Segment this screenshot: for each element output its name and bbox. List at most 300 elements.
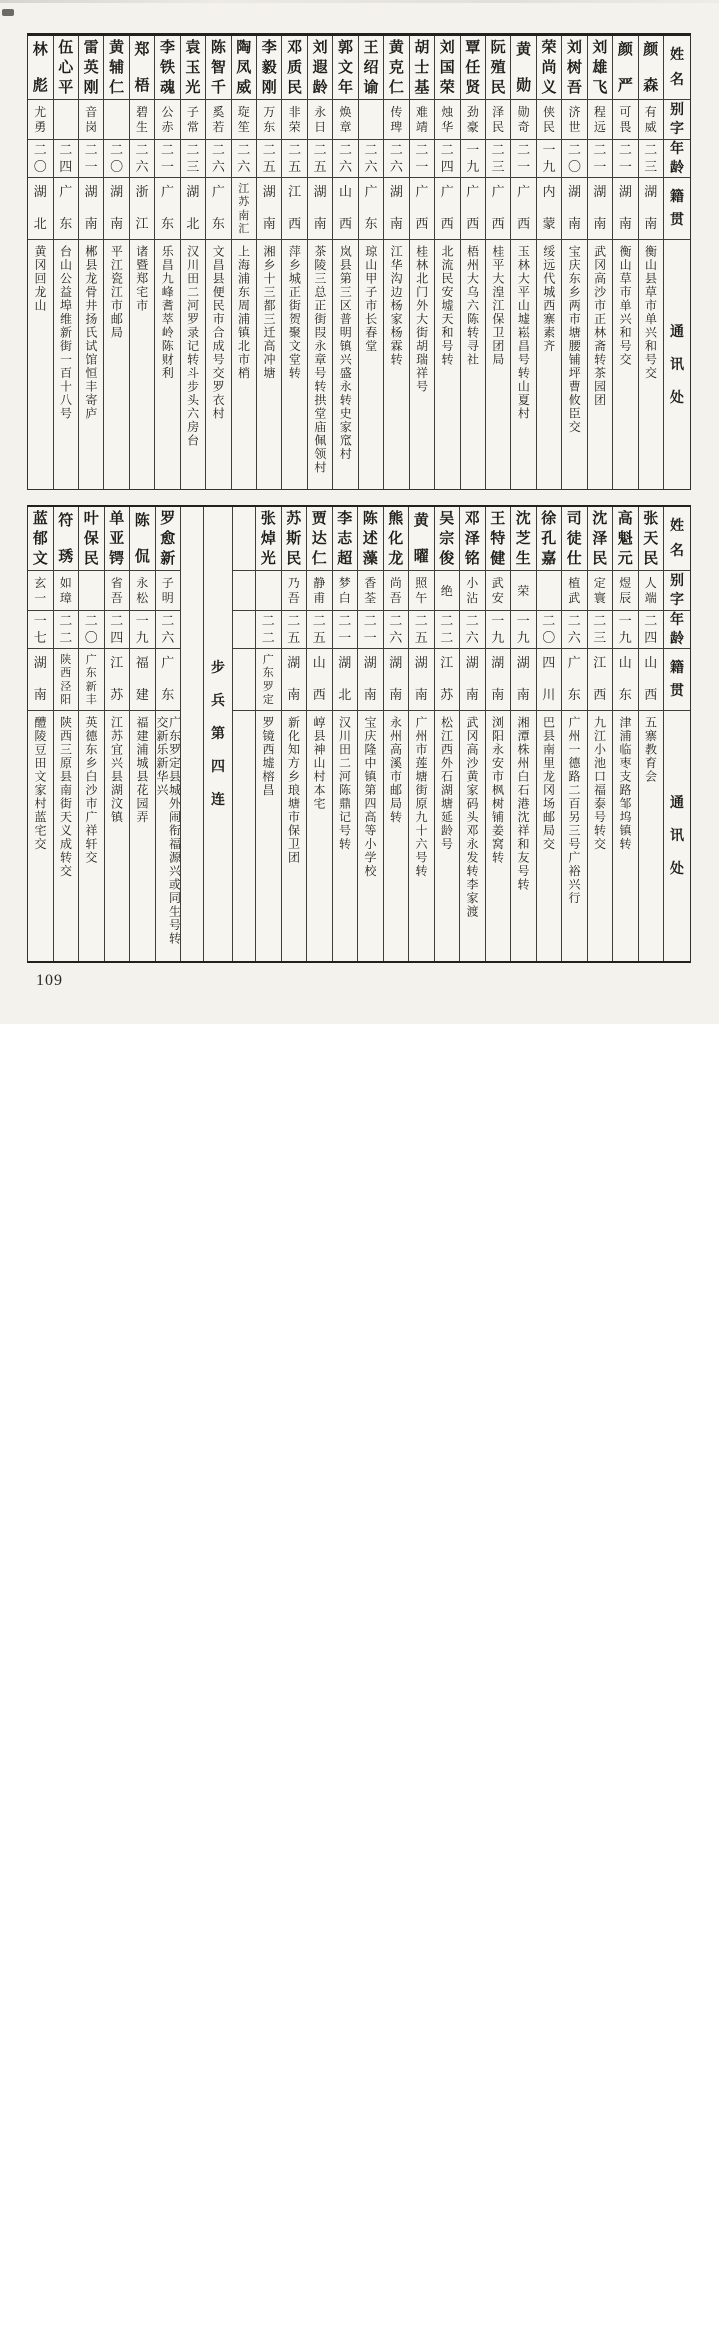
entry-column bbox=[561, 507, 587, 961]
address-text: 新化知方乡琅塘市保卫团 bbox=[286, 716, 301, 865]
origin-cell bbox=[486, 178, 510, 240]
name-text: 陶 凤 威 bbox=[236, 38, 252, 96]
name-text: 吴 宗 俊 bbox=[439, 509, 455, 567]
age-text: 一 九 bbox=[516, 613, 530, 646]
address-cell bbox=[562, 240, 586, 489]
name-text: 张 天 民 bbox=[643, 509, 659, 567]
address-text: 浏阳永安市枫树铺姜窝转 bbox=[490, 716, 505, 865]
address-text: 福建浦城县花园弄 bbox=[134, 716, 149, 824]
name-cell bbox=[562, 36, 586, 100]
age-cell bbox=[358, 611, 383, 649]
courtesy-name-cell bbox=[613, 100, 637, 140]
address-cell bbox=[130, 711, 155, 961]
address-text: 津浦临枣支路邹坞镇转 bbox=[617, 716, 632, 851]
address-cell bbox=[104, 240, 128, 489]
courtesy-name-cell bbox=[435, 100, 459, 140]
age-text: 二 六 bbox=[364, 142, 378, 175]
origin-text: 湖 北 bbox=[338, 656, 352, 703]
origin-text: 山 东 bbox=[618, 656, 632, 703]
courtesy-text: 梦 白 bbox=[338, 576, 351, 605]
courtesy-name-cell bbox=[639, 571, 664, 611]
address-text: 广州市莲塘街原九十六号转 bbox=[413, 716, 428, 878]
name-cell bbox=[410, 36, 434, 100]
address-text: 衡山县草市单兴和号交 bbox=[643, 245, 658, 380]
courtesy-text bbox=[359, 100, 383, 139]
age-cell bbox=[384, 611, 409, 649]
entry-column bbox=[510, 36, 535, 489]
entry-column bbox=[332, 36, 357, 489]
age-text: 二 五 bbox=[313, 142, 327, 175]
name-text: 颜 森 bbox=[643, 40, 659, 94]
age-text: 二 〇 bbox=[542, 613, 556, 646]
age-text: 二 四 bbox=[59, 142, 73, 175]
age-text: 二 六 bbox=[389, 613, 403, 646]
address-cell bbox=[435, 240, 459, 489]
origin-cell bbox=[562, 178, 586, 240]
address-text: 绥远代城西寨素齐 bbox=[541, 245, 556, 353]
age-text: 二 〇 bbox=[110, 142, 124, 175]
age-text: 一 九 bbox=[542, 142, 556, 175]
name-text: 刘 树 吾 bbox=[566, 38, 582, 96]
scan-edge-artifact bbox=[0, 0, 719, 3]
courtesy-text: 万 东 bbox=[263, 105, 276, 134]
name-text: 陈 述 藻 bbox=[362, 509, 378, 567]
courtesy-name-cell bbox=[435, 571, 460, 611]
age-cell bbox=[54, 611, 79, 649]
address-text: 宝庆东乡两市塘腰铺坪曹攸臣交 bbox=[567, 245, 582, 434]
name-text: 司 徒 仕 bbox=[566, 509, 582, 567]
name-cell bbox=[486, 507, 511, 571]
address-text: 平江瓷江市邮局 bbox=[109, 245, 124, 340]
name-cell bbox=[409, 507, 434, 571]
origin-text: 广 东 bbox=[161, 656, 175, 703]
courtesy-text: 乃 吾 bbox=[287, 576, 300, 605]
origin-text: 广 西 bbox=[466, 185, 480, 232]
entry-column bbox=[53, 36, 78, 489]
entry-column bbox=[205, 36, 230, 489]
address-cell bbox=[130, 240, 154, 489]
origin-text: 广 东 bbox=[211, 185, 225, 232]
age-text: 二 一 bbox=[84, 142, 98, 175]
header-address-text: 通 讯 处 bbox=[670, 795, 684, 877]
courtesy-name-cell bbox=[359, 100, 383, 140]
name-cell bbox=[104, 36, 128, 100]
entry-column bbox=[180, 36, 205, 489]
courtesy-name-cell bbox=[562, 571, 587, 611]
origin-text: 湖 南 bbox=[363, 656, 377, 703]
address-cell bbox=[359, 240, 383, 489]
origin-text: 江 苏 bbox=[110, 656, 124, 703]
courtesy-text: 传 琕 bbox=[390, 105, 403, 134]
origin-text: 山 西 bbox=[644, 656, 658, 703]
courtesy-name-cell bbox=[486, 571, 511, 611]
courtesy-text: 可 畏 bbox=[619, 105, 632, 134]
empty-cell bbox=[233, 571, 255, 611]
entry-column bbox=[104, 507, 130, 961]
origin-cell bbox=[359, 178, 383, 240]
origin-cell bbox=[639, 178, 663, 240]
age-text: 二 二 bbox=[261, 613, 275, 646]
name-cell bbox=[156, 507, 181, 571]
address-text: 北流民安墟天和号转 bbox=[440, 245, 455, 367]
origin-cell bbox=[206, 178, 230, 240]
address-text: 江华沟边杨家杨霖转 bbox=[389, 245, 404, 367]
entry-column bbox=[587, 36, 612, 489]
name-cell bbox=[54, 507, 79, 571]
courtesy-text: 公 赤 bbox=[161, 105, 174, 134]
origin-text: 湖 北 bbox=[33, 185, 47, 232]
courtesy-name-cell bbox=[537, 100, 561, 140]
name-cell bbox=[537, 507, 562, 571]
name-text: 刘 遐 龄 bbox=[312, 38, 328, 96]
origin-cell bbox=[588, 649, 613, 711]
address-cell bbox=[257, 240, 281, 489]
header-courtesy-text: 别 字 bbox=[670, 573, 684, 608]
address-text: 桂平大湟江保卫团局 bbox=[490, 245, 505, 367]
courtesy-text: 非 荣 bbox=[288, 105, 301, 134]
origin-cell bbox=[282, 178, 306, 240]
age-text: 二 一 bbox=[618, 142, 632, 175]
origin-text: 广 西 bbox=[415, 185, 429, 232]
origin-cell bbox=[54, 178, 78, 240]
courtesy-name-cell bbox=[409, 571, 434, 611]
courtesy-text: 荣 bbox=[517, 583, 530, 598]
courtesy-name-cell bbox=[562, 100, 586, 140]
courtesy-text: 小 沾 bbox=[466, 576, 479, 605]
age-cell bbox=[333, 611, 358, 649]
name-text: 刘 雄 飞 bbox=[592, 38, 608, 96]
name-text: 袁 玉 光 bbox=[185, 38, 201, 96]
age-cell bbox=[562, 140, 586, 178]
address-cell bbox=[333, 711, 358, 961]
header-address bbox=[664, 240, 690, 489]
age-cell bbox=[460, 611, 485, 649]
entry-column bbox=[78, 507, 104, 961]
name-cell bbox=[130, 507, 155, 571]
age-cell bbox=[409, 611, 434, 649]
name-cell bbox=[155, 36, 179, 100]
origin-text: 湖 南 bbox=[414, 656, 428, 703]
address-cell bbox=[613, 711, 638, 961]
address-text: 上海浦东周浦镇北市梢 bbox=[236, 245, 251, 380]
origin-text: 湖 南 bbox=[389, 185, 403, 232]
courtesy-name-cell bbox=[333, 100, 357, 140]
origin-cell bbox=[409, 649, 434, 711]
origin-cell bbox=[307, 649, 332, 711]
name-cell bbox=[79, 36, 103, 100]
entry-column bbox=[459, 507, 485, 961]
origin-text: 江 苏 南 汇 bbox=[238, 182, 250, 235]
age-cell bbox=[206, 140, 230, 178]
courtesy-name-cell bbox=[54, 100, 78, 140]
origin-text: 四 川 bbox=[542, 656, 556, 703]
courtesy-name-cell bbox=[54, 571, 79, 611]
courtesy-name-cell bbox=[28, 571, 53, 611]
age-text: 二 一 bbox=[363, 613, 377, 646]
age-text: 二 〇 bbox=[84, 613, 98, 646]
courtesy-name-cell bbox=[181, 100, 205, 140]
origin-text: 江 西 bbox=[288, 185, 302, 232]
header-courtesy bbox=[664, 100, 690, 140]
courtesy-name-cell bbox=[410, 100, 434, 140]
origin-text: 湖 南 bbox=[287, 656, 301, 703]
header-courtesy bbox=[664, 571, 690, 611]
age-text: 二 一 bbox=[517, 142, 531, 175]
age-text: 二 三 bbox=[186, 142, 200, 175]
empty-cell bbox=[181, 649, 203, 711]
empty-cell bbox=[233, 649, 255, 711]
name-cell bbox=[588, 507, 613, 571]
age-text: 二 五 bbox=[312, 613, 326, 646]
age-cell bbox=[511, 140, 535, 178]
name-cell bbox=[130, 36, 154, 100]
entry-column bbox=[231, 36, 256, 489]
name-text: 陈 侃 bbox=[134, 511, 150, 565]
address-cell bbox=[156, 711, 181, 961]
address-text: 文昌县便民市合成号交罗衣村 bbox=[211, 245, 226, 421]
age-text: 二 六 bbox=[339, 142, 353, 175]
age-cell bbox=[282, 611, 307, 649]
entry-column bbox=[357, 507, 383, 961]
name-text: 阮 殖 民 bbox=[490, 38, 506, 96]
address-text: 宝庆隆中镇第四高等小学校 bbox=[362, 716, 377, 878]
age-cell bbox=[181, 140, 205, 178]
courtesy-name-cell bbox=[130, 100, 154, 140]
name-cell bbox=[359, 36, 383, 100]
name-cell bbox=[461, 36, 485, 100]
origin-text: 湖 南 bbox=[593, 185, 607, 232]
address-cell bbox=[384, 240, 408, 489]
courtesy-text bbox=[104, 100, 128, 139]
empty-cell bbox=[233, 711, 255, 961]
address-cell bbox=[486, 240, 510, 489]
header-origin-text: 籍 贯 bbox=[670, 188, 684, 229]
courtesy-text: 烛 华 bbox=[441, 105, 454, 134]
age-cell bbox=[435, 611, 460, 649]
name-cell bbox=[333, 36, 357, 100]
origin-text: 山 西 bbox=[312, 656, 326, 703]
origin-cell bbox=[562, 649, 587, 711]
entry-column bbox=[408, 507, 434, 961]
header-origin bbox=[664, 178, 690, 240]
name-text: 黄 克 仁 bbox=[388, 38, 404, 96]
courtesy-text: 侠 民 bbox=[543, 105, 556, 134]
name-text: 邓 泽 铭 bbox=[464, 509, 480, 567]
courtesy-text: 泽 民 bbox=[492, 105, 505, 134]
address-cell bbox=[155, 240, 179, 489]
name-cell bbox=[460, 507, 485, 571]
address-text: 英德东乡白沙市广祥轩交 bbox=[83, 716, 98, 865]
age-cell bbox=[79, 140, 103, 178]
origin-cell bbox=[28, 649, 53, 711]
entry-column bbox=[612, 36, 637, 489]
name-text: 郑 梧 bbox=[134, 40, 150, 94]
address-text: 崞县神山村本宅 bbox=[311, 716, 326, 811]
age-cell bbox=[461, 140, 485, 178]
address-text: 武冈高沙黄家码头邓永发转李家渡 bbox=[464, 716, 479, 919]
name-text: 颜 严 bbox=[617, 40, 633, 94]
age-text: 二 六 bbox=[567, 613, 581, 646]
courtesy-text: 碧 生 bbox=[136, 105, 149, 134]
courtesy-text: 照 午 bbox=[415, 576, 428, 605]
name-text: 黄 勋 bbox=[516, 40, 532, 94]
name-text: 王 特 健 bbox=[490, 509, 506, 567]
entry-column bbox=[612, 507, 638, 961]
courtesy-text: 尤 勇 bbox=[34, 105, 47, 134]
courtesy-name-cell bbox=[486, 100, 510, 140]
courtesy-name-cell bbox=[537, 571, 562, 611]
address-cell bbox=[54, 240, 78, 489]
name-text: 高 魁 元 bbox=[617, 509, 633, 567]
courtesy-text: 香 荃 bbox=[364, 576, 377, 605]
age-cell bbox=[307, 611, 332, 649]
courtesy-name-cell bbox=[460, 571, 485, 611]
address-text: 乐昌九峰耆萃岭陈财利 bbox=[160, 245, 175, 380]
address-cell bbox=[282, 711, 307, 961]
origin-text: 广 西 bbox=[491, 185, 505, 232]
age-cell bbox=[104, 140, 128, 178]
courtesy-text: 定 寰 bbox=[593, 576, 606, 605]
courtesy-name-cell bbox=[511, 571, 536, 611]
name-text: 陈 智 千 bbox=[210, 38, 226, 96]
name-text: 黄 曜 bbox=[413, 511, 429, 565]
age-cell bbox=[384, 140, 408, 178]
origin-cell bbox=[639, 649, 664, 711]
name-text: 叶 保 民 bbox=[83, 509, 99, 567]
origin-cell bbox=[232, 178, 256, 240]
courtesy-name-cell bbox=[282, 571, 307, 611]
name-text: 罗 愈 新 bbox=[160, 509, 176, 567]
name-text: 张 焯 光 bbox=[260, 509, 276, 567]
origin-text: 湖 南 bbox=[644, 185, 658, 232]
name-text: 徐 孔 嘉 bbox=[541, 509, 557, 567]
address-cell bbox=[460, 711, 485, 961]
age-text: 二 六 bbox=[135, 142, 149, 175]
age-text: 二 六 bbox=[161, 613, 175, 646]
age-cell bbox=[639, 611, 664, 649]
name-text: 苏 斯 民 bbox=[286, 509, 302, 567]
address-text: 汉川田二河罗录记转斗步头六房台 bbox=[185, 245, 200, 448]
courtesy-name-cell bbox=[206, 100, 230, 140]
name-text: 沈 泽 民 bbox=[592, 509, 608, 567]
header-age-text: 年 龄 bbox=[670, 612, 684, 647]
courtesy-text: 永 松 bbox=[136, 576, 149, 605]
name-text: 李 志 超 bbox=[337, 509, 353, 567]
age-cell bbox=[486, 611, 511, 649]
courtesy-text: 人 端 bbox=[644, 576, 657, 605]
origin-text: 江 西 bbox=[593, 656, 607, 703]
address-text: 玉林大平山墟崧昌号转山夏村 bbox=[516, 245, 531, 421]
address-text: 诸暨郑宅市 bbox=[134, 245, 149, 313]
entry-column bbox=[129, 507, 155, 961]
address-text: 汉川田二河陈鼎记号转 bbox=[337, 716, 352, 851]
name-cell bbox=[435, 36, 459, 100]
name-cell bbox=[511, 507, 536, 571]
address-cell bbox=[486, 711, 511, 961]
origin-cell bbox=[588, 178, 612, 240]
courtesy-name-cell bbox=[588, 100, 612, 140]
name-cell bbox=[308, 36, 332, 100]
address-cell bbox=[307, 711, 332, 961]
origin-cell bbox=[105, 649, 130, 711]
address-text: 梧州大乌六陈转寻社 bbox=[465, 245, 480, 367]
origin-text: 湖 南 bbox=[491, 656, 505, 703]
origin-text: 广 西 bbox=[440, 185, 454, 232]
entry-column bbox=[485, 507, 511, 961]
origin-cell bbox=[156, 649, 181, 711]
address-cell bbox=[511, 711, 536, 961]
name-text: 雷 英 刚 bbox=[83, 38, 99, 96]
age-text: 二 一 bbox=[160, 142, 174, 175]
name-cell bbox=[307, 507, 332, 571]
name-cell bbox=[358, 507, 383, 571]
address-cell bbox=[232, 240, 256, 489]
courtesy-name-cell bbox=[130, 571, 155, 611]
age-cell bbox=[130, 611, 155, 649]
origin-cell bbox=[435, 649, 460, 711]
age-text: 二 三 bbox=[593, 613, 607, 646]
courtesy-text: 玄 一 bbox=[34, 576, 47, 605]
age-cell bbox=[588, 140, 612, 178]
address-cell bbox=[588, 240, 612, 489]
courtesy-text bbox=[256, 571, 281, 610]
age-text: 一 七 bbox=[33, 613, 47, 646]
courtesy-name-cell bbox=[79, 100, 103, 140]
courtesy-text: 勋 奇 bbox=[517, 105, 530, 134]
origin-text: 湖 南 bbox=[110, 185, 124, 232]
address-cell bbox=[105, 711, 130, 961]
name-text: 李 毅 刚 bbox=[261, 38, 277, 96]
origin-cell bbox=[384, 178, 408, 240]
entry-column bbox=[485, 36, 510, 489]
name-text: 单 亚 锷 bbox=[109, 509, 125, 567]
courtesy-name-cell bbox=[79, 571, 104, 611]
courtesy-name-cell bbox=[104, 100, 128, 140]
entry-column bbox=[255, 507, 281, 961]
origin-cell bbox=[54, 649, 79, 711]
header-address-text: 通 讯 处 bbox=[670, 323, 684, 406]
entry-column bbox=[307, 36, 332, 489]
address-cell bbox=[282, 240, 306, 489]
page-number: 109 bbox=[36, 972, 63, 989]
origin-cell bbox=[308, 178, 332, 240]
header-age bbox=[664, 140, 690, 178]
origin-cell bbox=[511, 649, 536, 711]
origin-cell bbox=[104, 178, 128, 240]
age-cell bbox=[257, 140, 281, 178]
header-age-text: 年 龄 bbox=[670, 141, 684, 176]
age-text: 一 九 bbox=[618, 613, 632, 646]
name-cell bbox=[511, 36, 535, 100]
name-text: 符 琇 bbox=[58, 511, 74, 565]
entry-column bbox=[78, 36, 103, 489]
address-text: 湘乡十三都三迁高冲塘 bbox=[261, 245, 276, 380]
courtesy-text bbox=[537, 571, 562, 610]
scan-smudge-artifact bbox=[2, 9, 14, 16]
origin-cell bbox=[257, 178, 281, 240]
entry-column bbox=[53, 507, 79, 961]
address-cell bbox=[435, 711, 460, 961]
origin-cell bbox=[130, 178, 154, 240]
courtesy-text: 静 甫 bbox=[313, 576, 326, 605]
name-cell bbox=[639, 36, 663, 100]
name-cell bbox=[181, 36, 205, 100]
origin-cell bbox=[358, 649, 383, 711]
address-cell bbox=[461, 240, 485, 489]
address-cell bbox=[54, 711, 79, 961]
courtesy-name-cell bbox=[461, 100, 485, 140]
courtesy-text: 有 威 bbox=[644, 105, 657, 134]
